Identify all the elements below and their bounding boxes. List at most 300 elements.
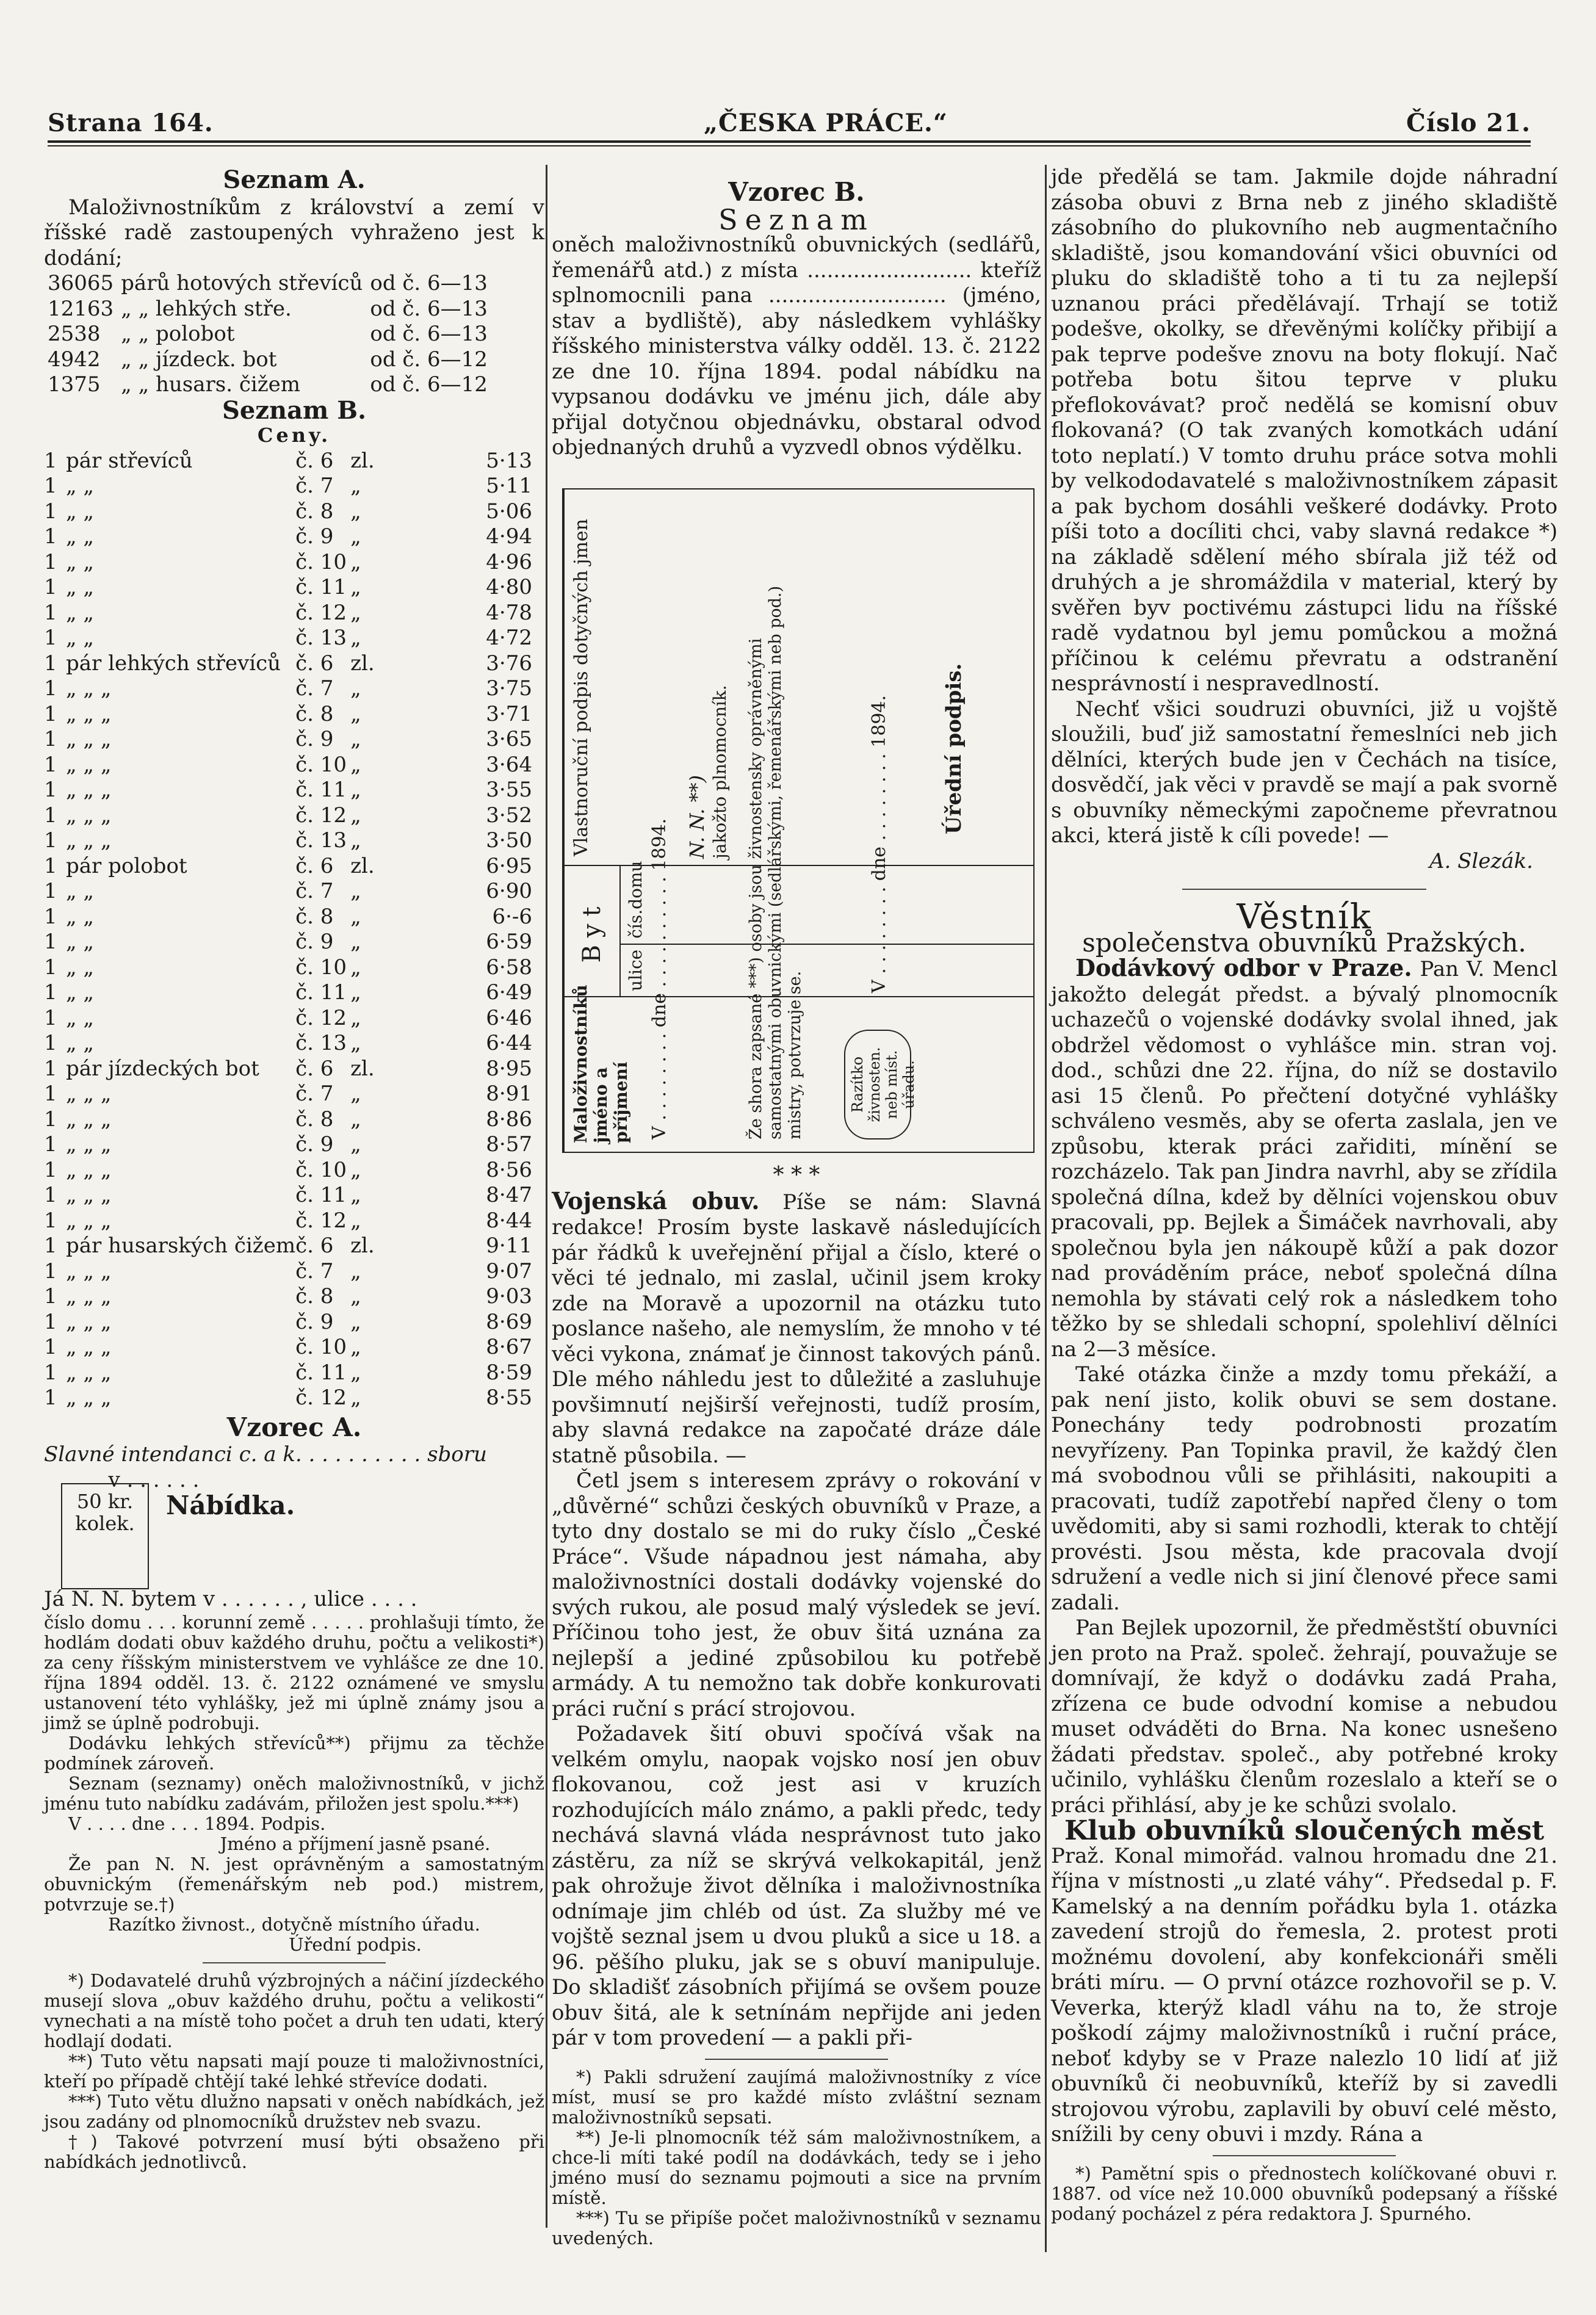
- price-n: 1: [44, 1132, 57, 1157]
- price-row: [44, 626, 544, 651]
- form-p2: Dodávku lehkých střevíců**) přijmu za těchže podmínek zároveň.: [44, 1732, 544, 1774]
- price-no: č. 12: [295, 600, 347, 625]
- price-price: 8·91: [486, 1082, 532, 1106]
- price-item: „ „: [66, 626, 95, 650]
- header-rule: [48, 140, 1531, 143]
- price-no: č. 9: [295, 524, 334, 549]
- price-n: 1: [44, 879, 57, 903]
- price-row: [44, 803, 544, 829]
- rot-uredni: Úřední podpis.: [942, 663, 966, 834]
- price-no: č. 9: [295, 727, 334, 751]
- price-price: 8·56: [486, 1157, 532, 1182]
- kolek-box: [61, 1483, 149, 1589]
- slavne-line: Slavné intendanci c. a k. . . . . . . . . . sboru: [44, 1442, 487, 1467]
- price-n: 1: [44, 1233, 57, 1258]
- price-no: č. 12: [295, 803, 347, 828]
- v-line: v . . . . . .: [108, 1467, 200, 1492]
- price-item: „ „: [66, 575, 95, 599]
- rot-cis-label: čís.domu: [626, 861, 646, 939]
- price-item: „ „: [66, 879, 95, 903]
- footnote-m3: ***) Tu se připíše počet maloživnostníků v seznamu uvedených.: [552, 2207, 1041, 2248]
- price-row: [44, 1031, 544, 1056]
- price-zl: „: [350, 474, 361, 498]
- price-price: 4·78: [486, 600, 532, 625]
- price-item: „ „ „: [66, 1335, 112, 1359]
- price-zl: „: [350, 575, 361, 599]
- price-zl: „: [350, 1082, 361, 1106]
- stock-qty: 12163: [48, 296, 114, 321]
- price-no: č. 7: [295, 474, 334, 498]
- price-item: „ „ „: [66, 1157, 112, 1182]
- price-n: 1: [44, 1056, 57, 1081]
- price-no: č. 8: [295, 499, 334, 524]
- price-zl: „: [350, 778, 361, 802]
- column-divider-1: [546, 165, 547, 2228]
- column-left-form: [44, 1587, 544, 2172]
- price-no: č. 7: [295, 676, 334, 701]
- rot-line-plnomocnik: jakožto plnomocník.: [710, 685, 730, 859]
- price-no: č. 10: [295, 1335, 347, 1359]
- rot-byt-label: Byt: [565, 866, 621, 996]
- column-left: [44, 165, 544, 1519]
- footnote-m2: **) Je-li plnomocník též sám maloživnostníkem, a chce-li míti také podíl na dodávkách, tedy se i jeho jméno musí do seznamu pojmouti a sice na prvním místě.: [552, 2126, 1041, 2208]
- price-n: 1: [44, 575, 57, 599]
- price-price: 4·72: [486, 626, 532, 650]
- price-item: „ „ „: [66, 727, 112, 751]
- stock-row: [44, 322, 491, 347]
- price-no: č. 6: [295, 853, 334, 878]
- price-item: „ „ „: [66, 828, 112, 853]
- vzorec-a-title: Vzorec A.: [226, 1412, 362, 1442]
- seznam-a-intro: Maloživnostníkům z království a zemí v říšské radě zastoupených vyhraženo jest k dodání;: [44, 195, 544, 270]
- price-n: 1: [44, 1031, 57, 1055]
- price-zl: „: [350, 1183, 361, 1207]
- price-row: [44, 651, 544, 677]
- vojenska-p3: Požadavek šití obuvi spočívá však na velkém omylu, naopak vojsko nosí jen obuv flokovanou, což jest asi v kruzích rozhodujících málo známo, a pakli předc, tedy nechává slavná vláda nesprávnost tuto jako zástěru, za níž se skrývá velkokapitál, jenž pak ohrožuje život dělníka i maloživnostníka odnímaje jim chléb od úst. Za služby mé ve vojště seznal jsem u dvou pluků a sice u 18. a 96. pěšího pluku, jak se s obuví manipuluje. Do skladišť zásobních přijímá se ovšem pouze obuv šitá, ale k setnínám nepřijde ani jeden pár v tom provedení — a pakli při-: [552, 1722, 1041, 2050]
- price-zl: „: [350, 600, 361, 625]
- price-zl: „: [350, 626, 361, 650]
- price-item: „ „ „: [66, 1183, 112, 1207]
- price-item: „ „: [66, 600, 95, 625]
- price-price: 3·50: [486, 828, 532, 853]
- price-zl: „: [350, 930, 361, 954]
- price-row: [44, 854, 544, 879]
- price-item: „ „: [66, 524, 95, 549]
- rotated-form-table: [562, 488, 1035, 1153]
- price-n: 1: [44, 651, 57, 676]
- price-n: 1: [44, 1157, 57, 1182]
- page-number: Strana 164.: [48, 109, 214, 137]
- column-middle-article: [552, 1163, 1041, 2248]
- stock-desc: „ „ jízdeck. bot: [121, 347, 277, 372]
- stock-qty: 4942: [48, 347, 101, 372]
- column-middle: [552, 177, 1041, 461]
- price-zl: „: [350, 828, 361, 853]
- stock-cat: od č. 6—13: [370, 322, 488, 346]
- price-price: 8·55: [486, 1385, 532, 1410]
- price-price: 3·52: [486, 803, 532, 828]
- stock-desc: „ „ lehkých stře.: [121, 296, 292, 321]
- right-p1: jde předělá se tam. Jakmile dojde náhradní zásoba obuvi z Brna neb z jiného skladiště zásobního do plukovního neb augmentačního skladiště, jsou komandování všici obuvníci od pluku do skladiště toho a ti tu za nejlepší uznanou práci předělávají. Trhají se totiž podešve, okolky, se dřevěnými kolíčky přibijí a pak teprve podešve znovu na boty flokují. Nač potřeba botu šitou teprve v pluku přeflokovávat? proč nedělá se komisní obuv flokovaná? (O tak zvaných komotkách udání toto neplatí.) V tomto druhu práce sotva mohli by velkododavatelé s maloživnostníkem zápasit a pak bychom dosáhli veškeré dodávky. Proto píši toto a docíliti chci, vaby slavná redakce *) na základě sdělení mého sbírala již též od druhých a je shromáždila v material, který by svěřen byv poctivému zástupci lidu na říšské radě vydatnou byl jemu pomůckou a možná příčinou k celému převratu a odstranění nesprávností i nespravedlností.: [1051, 165, 1558, 696]
- price-n: 1: [44, 600, 57, 625]
- price-row: [44, 550, 544, 576]
- price-zl: „: [350, 701, 361, 726]
- section-rule: [1182, 889, 1426, 890]
- price-zl: zl.: [350, 1056, 375, 1081]
- price-no: č. 8: [295, 904, 334, 929]
- price-zl: „: [350, 727, 361, 751]
- price-no: č. 10: [295, 955, 347, 980]
- rot-overlay-text: [563, 489, 1033, 1152]
- stock-desc: „ „ husars. čižem: [121, 372, 301, 397]
- price-zl: „: [350, 549, 361, 574]
- price-n: 1: [44, 1385, 57, 1410]
- price-no: č. 7: [295, 1082, 334, 1106]
- price-zl: zl.: [350, 853, 375, 878]
- right-p3: Také otázka činže a mzdy tomu překáží, a pak není jisto, kolik obuvi se sem dostane. Ponechány tedy podrobnosti prozatím nevyřízeny. Pan Topinka pravil, že každý člen má svobodnou vůli se přihlásiti, nakoupiti a pracovati, tudíž zapotřebí napřed členy o tom uvědomiti, aby si sami rozhodli, kterak to chtějí provésti. Jsou města, kde pracovala dvojí sdružení a vedle nich si jiní členové přece sami zadali.: [1051, 1362, 1558, 1615]
- price-no: č. 13: [295, 828, 347, 853]
- price-zl: „: [350, 1259, 361, 1284]
- price-item: „ „: [66, 549, 95, 574]
- price-row: [44, 1006, 544, 1031]
- price-no: č. 9: [295, 1309, 334, 1334]
- price-price: 5·11: [486, 474, 532, 498]
- price-price: 9·03: [486, 1284, 532, 1309]
- footnote-right: *) Pamětní spis o přednostech kolíčkované obuvi r. 1887. od více než 10.000 obuvníků podepsaný a říšské podaný pocházel z péra redaktora J. Spurného.: [1051, 2162, 1558, 2224]
- footnote-rule-right: [1213, 2155, 1396, 2156]
- price-zl: „: [350, 955, 361, 980]
- price-no: č. 7: [295, 1259, 334, 1284]
- stars-divider: * * *: [773, 1163, 820, 1188]
- price-zl: „: [350, 1309, 361, 1334]
- footnote-3: ***) Tuto větu dlužno napsati v oněch nabídkách, jež jsou zadány od plnomocníků družstev neb svazu.: [44, 2090, 544, 2132]
- price-price: 3·75: [486, 676, 532, 701]
- seznam-b-intro: oněch maloživnostníků obuvnických (sedlářů, řemenářů atd.) z místa ......................... kteříž splnomocnili pana ........................... (jméno, stav a bydliště), aby následkem vyhlášky říšského ministerstva války odděl. 13. č. 2122 ze dne 10. října 1894. podal nábídku na vypsanou dodávku ve jménu jich, dále aby přijal dotyčnou objednávku, obstaral odvod objednaných druhů a vyzvedl obnos výdělku.: [552, 233, 1041, 460]
- price-no: č. 12: [295, 1385, 347, 1410]
- price-row: [44, 1233, 544, 1259]
- price-zl: „: [350, 980, 361, 1005]
- price-price: 3·71: [486, 701, 532, 726]
- price-zl: „: [350, 879, 361, 903]
- stock-cat: od č. 6—12: [370, 372, 488, 397]
- price-item: „ „: [66, 930, 95, 954]
- price-price: 3·76: [486, 651, 532, 676]
- price-price: 8·59: [486, 1360, 532, 1385]
- price-zl: „: [350, 1335, 361, 1359]
- nabidka-title: Nábídka.: [166, 1490, 295, 1520]
- price-n: 1: [44, 1183, 57, 1207]
- price-n: 1: [44, 524, 57, 549]
- price-n: 1: [44, 474, 57, 498]
- price-row: [44, 1385, 544, 1411]
- ceny-title: Ceny.: [257, 424, 331, 447]
- price-no: č. 8: [295, 1107, 334, 1132]
- price-price: 3·65: [486, 727, 532, 751]
- price-item: „ „ „: [66, 803, 112, 828]
- price-row: [44, 879, 544, 905]
- price-n: 1: [44, 1309, 57, 1334]
- price-n: 1: [44, 1107, 57, 1132]
- price-no: č. 6: [295, 448, 334, 473]
- price-row: [44, 1107, 544, 1133]
- rot-line-v-dne: V . . . . . . . . dne . . . . . . . . 1894.: [868, 695, 890, 993]
- form-body: [44, 1613, 544, 1955]
- rot-line-shora: Že shora zapsané ***) osoby jsou živnostensky oprávněnými samostatnými obuvnickými (sedlářskými, řemenářskými neb pod.) mistry, potvrzuje se.: [746, 585, 804, 1139]
- price-zl: zl.: [350, 1233, 375, 1258]
- signature: A. Slezák.: [1429, 848, 1533, 873]
- price-item: „ „ „: [66, 1107, 112, 1132]
- issue-number: Číslo 21.: [1406, 109, 1531, 137]
- price-n: 1: [44, 448, 57, 473]
- right-p2: Nechť všici soudruzi obuvníci, již u vojště sloužili, buď již samostatní řemeslníci neb jich dělníci, kterých bude jen v Čechách na tisíce, dosvědčí, jak věci v pravdě se mají a pak svorně s obuvníky německými započneme převratnou akci, která jistě k cíli povede! —: [1051, 696, 1558, 848]
- price-item: „ „ „: [66, 1284, 112, 1309]
- price-item: „ „: [66, 499, 95, 524]
- stock-desc: „ „ polobot: [121, 322, 235, 346]
- price-row: [44, 1335, 544, 1360]
- price-price: 4·96: [486, 549, 532, 574]
- price-row: [44, 753, 544, 778]
- stock-table: [44, 271, 491, 398]
- price-zl: „: [350, 1132, 361, 1157]
- footnotes-middle: [552, 2067, 1041, 2248]
- price-zl: „: [350, 1031, 361, 1055]
- price-row: [44, 980, 544, 1006]
- form-signature: Jméno a příjmení jasně psané.: [220, 1833, 491, 1854]
- price-n: 1: [44, 1259, 57, 1284]
- price-no: č. 7: [295, 879, 334, 903]
- form-official: Úřední podpis.: [289, 1934, 422, 1955]
- price-row: [44, 930, 544, 955]
- journal-title: „ČESKA PRÁCE.“: [704, 109, 948, 137]
- price-n: 1: [44, 676, 57, 701]
- price-row: [44, 1158, 544, 1183]
- price-row: [44, 905, 544, 930]
- price-price: 6·46: [486, 1005, 532, 1030]
- price-price: 8·95: [486, 1056, 532, 1081]
- rot-col-name-label: Maloživnostníků jméno a příjmení: [571, 984, 631, 1143]
- price-zl: „: [350, 904, 361, 929]
- price-item: „ „ „: [66, 1309, 112, 1334]
- price-n: 1: [44, 727, 57, 751]
- form-stamp: Razítko živnost., dotyčně místního úřadu.: [108, 1913, 480, 1935]
- price-item: pár střevíců: [66, 448, 193, 473]
- price-no: č. 11: [295, 980, 347, 1005]
- price-no: č. 6: [295, 1056, 334, 1081]
- price-no: č. 11: [295, 575, 347, 599]
- price-n: 1: [44, 955, 57, 980]
- price-row: [44, 474, 544, 499]
- price-row: [44, 1310, 544, 1335]
- price-row: [44, 575, 544, 601]
- price-no: č. 13: [295, 1031, 347, 1055]
- price-item: „ „ „: [66, 1360, 112, 1385]
- vojenska-p2: Četl jsem s interesem zprávy o rokování v „důvěrné“ schůzi českých obuvníků v Praze, a tyto dny dostalo se mi do ruky číslo „České Práce“. Všude nápadnou jest námaha, aby maloživnostníci dostali dodávky vojenské do svých rukou, ale posud malý výsledek se jeví. Příčinou toho jest, že obuv šitá uznána za nejlepší a jediné způsobilou ku potřebě armády. A tu nemožno tak dobře konkurovati práci ruční s prácí strojovou.: [552, 1468, 1041, 1721]
- price-no: č. 6: [295, 1233, 334, 1258]
- price-price: 8·47: [486, 1183, 532, 1207]
- price-item: pár polobot: [66, 853, 187, 878]
- price-item: „ „: [66, 955, 95, 980]
- price-row: [44, 727, 544, 753]
- price-n: 1: [44, 1208, 57, 1233]
- price-row: [44, 828, 544, 854]
- stock-desc: párů hotových střevíců: [121, 271, 363, 295]
- price-zl: „: [350, 803, 361, 828]
- seznam-a-title: Seznam A.: [223, 165, 366, 194]
- stock-cat: od č. 6—13: [370, 271, 488, 295]
- price-row: [44, 1208, 544, 1234]
- footnotes-left: [44, 1971, 544, 2172]
- rot-line-nn: N. N. **): [685, 775, 709, 859]
- price-price: 8·44: [486, 1208, 532, 1233]
- vestnik-title: Věstník: [1237, 897, 1372, 937]
- column-right: [1051, 165, 1558, 2224]
- price-zl: „: [350, 1157, 361, 1182]
- price-zl: „: [350, 1208, 361, 1233]
- price-n: 1: [44, 980, 57, 1005]
- price-price: 3·64: [486, 752, 532, 777]
- vestnik-subtitle: společenstva obuvníků Pražských.: [1082, 927, 1526, 958]
- price-item: „ „ „: [66, 1082, 112, 1106]
- price-row: [44, 955, 544, 981]
- price-zl: „: [350, 752, 361, 777]
- rot-ulice-label: ulice: [621, 944, 1035, 996]
- price-price: 6·49: [486, 980, 532, 1005]
- price-item: „ „ „: [66, 701, 112, 726]
- price-item: „ „ „: [66, 1132, 112, 1157]
- price-n: 1: [44, 904, 57, 929]
- price-price: 8·69: [486, 1309, 532, 1334]
- klub-text: Praž. Konal mimořád. valnou hromadu dne 21. října v místnosti „u zlaté váhy“. Předsedal p. F. Kamelský a na denním pořádku byla 1. otázka zavedení strojů do řemesla, 2. protest proti možnému dovolení, aby konfekcionáři směli bráti míru. — O první otázce rozhovořil se p. V. Veverka, kterýž kladl váhu na to, že stroje poškodí zájmy maloživnostníků i ruční práce, neboť kdyby se v Praze nalezlo 10 lidí ať již obuvníků či neobuvníků, kteříž by si zavedli strojovou výrobu, zaplavili by obuví celé město, snížili by ceny obuvi i mzdy. Rána a: [1051, 1843, 1558, 2147]
- price-item: „ „ „: [66, 1208, 112, 1233]
- price-price: 8·67: [486, 1335, 532, 1359]
- price-n: 1: [44, 853, 57, 878]
- stock-cat: od č. 6—13: [370, 296, 488, 321]
- stock-row: [44, 271, 491, 297]
- price-n: 1: [44, 828, 57, 853]
- price-item: „ „ „: [66, 1385, 112, 1410]
- price-row: [44, 702, 544, 728]
- footnote-4: †) Takové potvrzení musí býti obsaženo při nabídkách jednotlivců.: [44, 2131, 544, 2172]
- header-rule-thin: [48, 145, 1531, 146]
- price-no: č. 11: [295, 778, 347, 802]
- form-text: číslo domu . . . korunní země . . . . . prohlašuji tímto, že hodlám dodati obuv každého druhu, počtu a velikosti*) za ceny říšským ministerstvem ve vyhlášce ze dne 10. října 1894 odděl. 13. č. 2122 oznámené ve smyslu ustanovení této vyhlášky, jež mi úplně známy jsou a jimž se úplně podrobuji.: [44, 1611, 544, 1733]
- price-no: č. 11: [295, 1360, 347, 1385]
- price-zl: „: [350, 1385, 361, 1410]
- seznam-b-title: Seznam B.: [222, 395, 367, 425]
- price-row: [44, 1360, 544, 1386]
- price-row: [44, 1259, 544, 1285]
- price-no: č. 9: [295, 1132, 334, 1157]
- price-price: 6·90: [486, 879, 532, 903]
- price-no: č. 11: [295, 1183, 347, 1207]
- price-n: 1: [44, 1082, 57, 1106]
- price-item: „ „: [66, 1005, 95, 1030]
- vzorec-b-title: Vzorec B.: [728, 177, 865, 207]
- price-item: „ „: [66, 1031, 95, 1055]
- stock-qty: 36065: [48, 271, 114, 295]
- rot-line-dne: V . . . . . . . . dne . . . . . . . . . . 1894.: [649, 818, 670, 1139]
- price-n: 1: [44, 803, 57, 828]
- price-zl: „: [350, 1107, 361, 1132]
- price-n: 1: [44, 549, 57, 574]
- price-item: „ „: [66, 904, 95, 929]
- price-row: [44, 1132, 544, 1158]
- price-zl: zl.: [350, 448, 375, 473]
- price-no: č. 9: [295, 930, 334, 954]
- rot-stamp: Razítko živnosten. neb míst. úřadu.: [844, 1030, 911, 1139]
- dodavkovy-head: Dodávkový odbor v Praze.: [1075, 954, 1412, 981]
- price-no: č. 13: [295, 626, 347, 650]
- stock-row: [44, 347, 491, 373]
- price-price: 6·44: [486, 1031, 532, 1055]
- price-row: [44, 778, 544, 803]
- price-price: 8·57: [486, 1132, 532, 1157]
- footnote-rule-middle: [705, 2059, 888, 2060]
- price-row: [44, 1284, 544, 1310]
- price-zl: „: [350, 1005, 361, 1030]
- stock-qty: 1375: [48, 372, 101, 397]
- price-n: 1: [44, 778, 57, 802]
- price-no: č. 12: [295, 1005, 347, 1030]
- price-n: 1: [44, 1335, 57, 1359]
- price-item: „ „ „: [66, 752, 112, 777]
- price-item: „ „: [66, 474, 95, 498]
- stock-qty: 2538: [48, 322, 101, 346]
- price-row: [44, 449, 544, 474]
- form-p3: Seznam (seznamy) oněch maloživnostníků, v jichž jménu tuto nabídku zadávám, přiložen jest spolu.***): [44, 1772, 544, 1814]
- vojenska-p1: Píše se nám: Slavná redakce! Prosím byste laskavě následujících pár řádků k uveřejnění přijal a číslo, které o věci té jednalo, mi zaslal, učinil jsem kroky zde na Moravě a upozornil na otázku tuto poslance našeho, ale nemyslím, že mnoho v té věci vykona, známať je činnost takových pánů. Dle mého náhledu jest to důležité a zasluhuje povšimnutí nejširší veřejnosti, tudíž prosím, aby slavná redakce na započaté dráze dále statně působila. —: [552, 1190, 1041, 1468]
- price-zl: „: [350, 499, 361, 524]
- price-zl: „: [350, 676, 361, 701]
- price-price: 6·95: [486, 853, 532, 878]
- footnote-1: *) Dodavatelé druhů výzbrojných a náčiní jízdeckého musejí slova „obuv každého druhu, počtu a velikosti“ vynechati a na místě toho počet a druh ten udati, který hodlají dodati.: [44, 1970, 544, 2051]
- price-zl: „: [350, 524, 361, 549]
- price-no: č. 12: [295, 1208, 347, 1233]
- price-price: 6·59: [486, 930, 532, 954]
- price-price: 8·86: [486, 1107, 532, 1132]
- price-price: 6·-6: [492, 904, 532, 929]
- price-price: 9·07: [486, 1259, 532, 1284]
- price-row: [44, 1183, 544, 1208]
- price-price: 4·80: [486, 575, 532, 599]
- footnote-rule: [203, 1962, 386, 1963]
- rot-podpis-label: Vlastnoruční podpis dotyčných jmen: [571, 519, 592, 856]
- price-no: č. 10: [295, 752, 347, 777]
- price-price: 5·13: [486, 448, 532, 473]
- price-no: č. 8: [295, 701, 334, 726]
- price-price: 6·58: [486, 955, 532, 980]
- ja-line: Já N. N. bytem v . . . . . . , ulice . . . .: [44, 1587, 417, 1611]
- price-row: [44, 1082, 544, 1107]
- rotated-form-content: [563, 489, 1033, 1152]
- price-no: č. 6: [295, 651, 334, 676]
- price-no: č. 8: [295, 1284, 334, 1309]
- price-row: [44, 524, 544, 550]
- vojenska-title: Vojenská obuv.: [552, 1186, 760, 1215]
- form-date: V . . . . dne . . . 1894. Podpis.: [68, 1813, 326, 1834]
- column-divider-2: [1045, 165, 1047, 2252]
- price-n: 1: [44, 930, 57, 954]
- price-row: [44, 499, 544, 525]
- footnote-m1: *) Pakli sdružení zaujímá maloživnostníky z více míst, musí se pro každé místo zvláštní seznam maloživnostníků sepsati.: [552, 2066, 1041, 2128]
- price-row: [44, 1056, 544, 1082]
- price-zl: „: [350, 1360, 361, 1385]
- price-n: 1: [44, 701, 57, 726]
- price-no: č. 10: [295, 1157, 347, 1182]
- price-n: 1: [44, 1284, 57, 1309]
- price-n: 1: [44, 626, 57, 650]
- price-n: 1: [44, 1360, 57, 1385]
